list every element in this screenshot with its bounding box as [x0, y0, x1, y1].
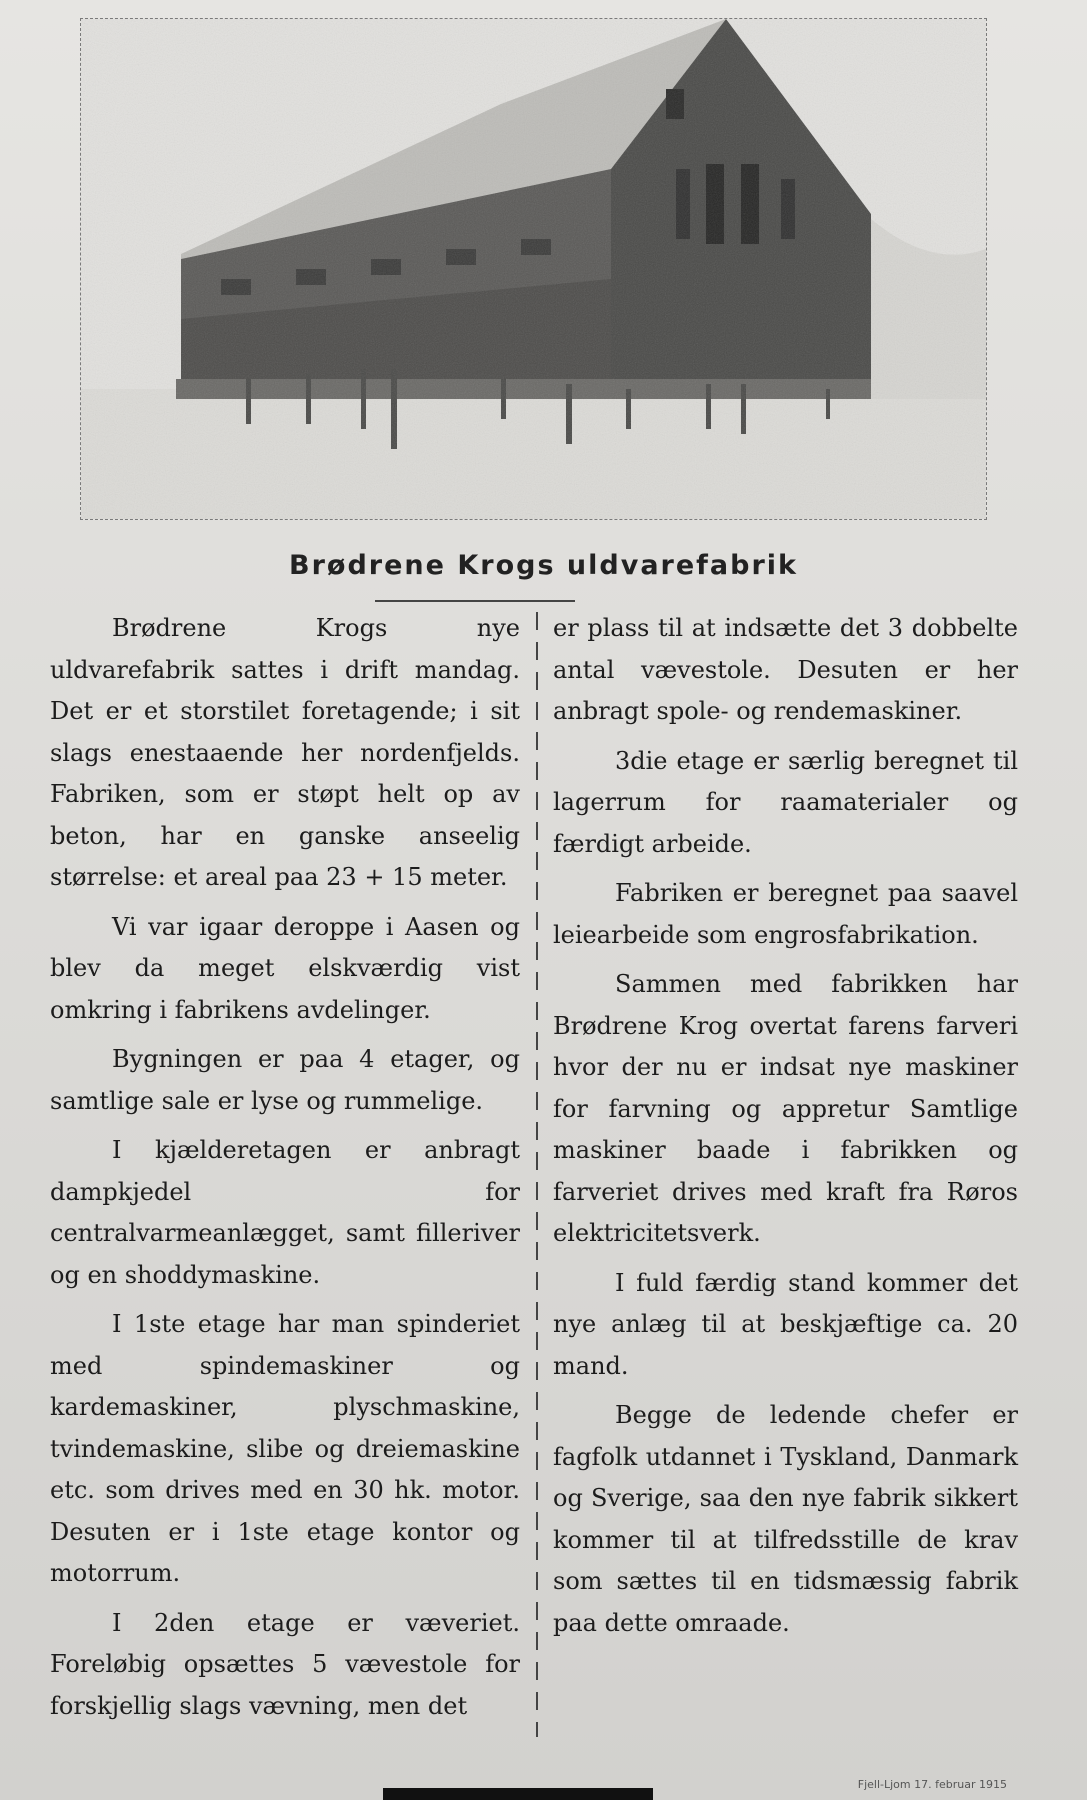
paragraph: Begge de ledende chefer er fagfolk utdannet i Tyskland, Danmark og Sverige, saa den nye fabrik sikkert kommer til at tilfredsstille de krav som sættes til en tidsmæssig fabrik paa dette omraade. — [553, 1401, 1018, 1637]
paragraph: er plass til at indsætte det 3 dobbelte antal vævestole. Desuten er her anbragt spole- og rendemaskiner. — [553, 614, 1018, 725]
article-headline: Brødrene Krogs uldvarefabrik — [289, 550, 798, 581]
paragraph: Fabriken er beregnet paa saavel leiearbeide som engrosfabrikation. — [553, 879, 1018, 949]
paragraph: I 1ste etage har man spinderiet med spindemaskiner og kardemaskiner, plyschmaskine, tvindemaskine, slibe og dreiemaskine etc. som drives med en 30 hk. motor. Desuten er i 1ste etage kontor og motorrum. — [50, 1310, 520, 1587]
source-note: Fjell-Ljom 17. februar 1915 — [857, 1778, 1007, 1791]
paragraph: I kjælderetagen er anbragt dampkjedel for centralvarmeanlægget, samt filleriver og en shoddymaskine. — [50, 1136, 520, 1289]
paragraph: 3die etage er særlig beregnet til lagerrum for raamaterialer og færdigt arbeide. — [553, 746, 1018, 858]
factory-photo — [80, 18, 987, 520]
factory-building-image — [81, 19, 986, 519]
paragraph: I fuld færdig stand kommer det nye anlæg til at beskjæftige ca. 20 mand. — [553, 1268, 1018, 1380]
right-column — [553, 608, 1018, 1644]
bottom-bar — [383, 1788, 653, 1800]
paragraph: Vi var igaar deroppe i Aasen og blev da meget elskværdig vist omkring i fabrikens avdelinger. — [50, 912, 520, 1024]
paragraph: Brødrene Krogs nye uldvarefabrik sattes i drift mandag. Det er et storstilet foretagende; i sit slags enestaaende her nordenfjelds. Fabriken, som er støpt helt op av beton, har en ganske anseelig størrelse: et areal paa 23 + 15 meter. — [50, 614, 520, 891]
left-column — [50, 608, 520, 1727]
headline-rule — [375, 600, 575, 602]
paragraph: I 2den etage er væveriet. Foreløbig opsættes 5 vævestole for forskjellig slags vævning, men det — [50, 1608, 520, 1720]
column-divider — [536, 612, 538, 1737]
paragraph: Sammen med fabrikken har Brødrene Krog overtat farens farveri hvor der nu er indsat nye maskiner for farvning og appretur Samtlige maskiner baade i fabrikken og farveriet drives med kraft fra Røros elektricitetsverk. — [553, 970, 1018, 1247]
paragraph: Bygningen er paa 4 etager, og samtlige sale er lyse og rummelige. — [50, 1045, 520, 1115]
